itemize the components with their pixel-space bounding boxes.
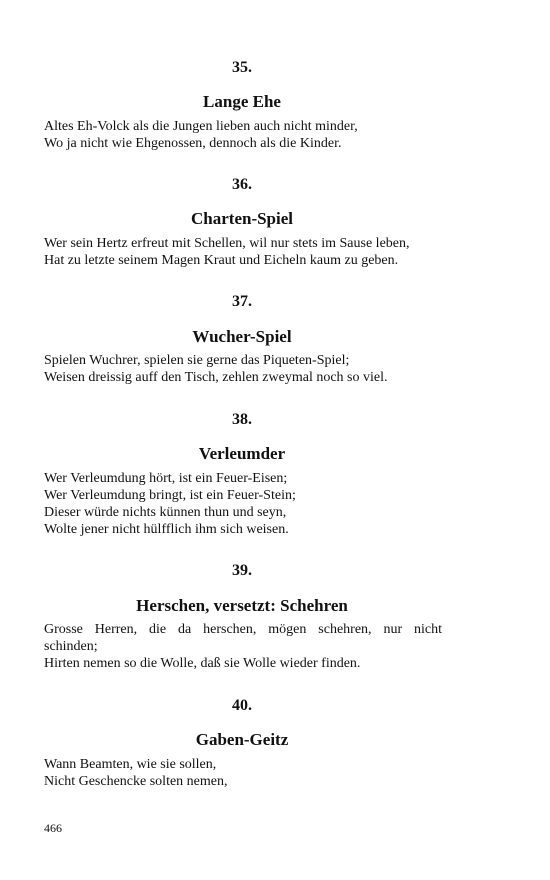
poem-number: 37. [232, 293, 252, 310]
poem-title: Wucher-Spiel [192, 327, 292, 346]
poem-verse [44, 470, 442, 538]
poem-title: Herschen, versetzt: Schehren [136, 596, 348, 615]
poem-number: 38. [232, 411, 252, 428]
verse-line: Wolte jener nicht hülfflich ihm sich weisen. [44, 522, 289, 537]
poem-title: Gaben-Geitz [195, 730, 289, 749]
verse-line: Wo ja nicht wie Ehgenossen, dennoch als die Kinder. [44, 136, 342, 151]
poem-number: 39. [232, 562, 252, 579]
verse-line: Hat zu letzte seinem Magen Kraut und Eicheln kaum zu geben. [44, 253, 399, 268]
poem-number: 36. [232, 176, 252, 193]
verse-line: Wer Verleumdung bringt, ist ein Feuer-Stein; [44, 488, 296, 503]
verse-line: Nicht Geschencke solten nemen, [44, 774, 228, 789]
verse-line: Wer Verleumdung hört, ist ein Feuer-Eisen; [44, 471, 288, 486]
poem-title: Charten-Spiel [191, 209, 293, 228]
verse-line: Wer sein Hertz erfreut mit Schellen, wil nur stets im Sause leben, [44, 236, 410, 251]
poem-title: Lange Ehe [203, 92, 281, 111]
poem-number: 35. [232, 59, 252, 76]
verse-line: Spielen Wuchrer, spielen sie gerne das Piqueten-Spiel; [44, 353, 350, 368]
poem-verse [44, 621, 442, 672]
page-number: 466 [44, 821, 62, 835]
verse-line: Altes Eh-Volck als die Jungen lieben auch nicht minder, [44, 119, 358, 134]
verse-line: Hirten nemen so die Wolle, daß sie Wolle wieder finden. [44, 656, 361, 671]
poem-verse [44, 756, 442, 790]
poem-number: 40. [232, 697, 252, 714]
verse-line: Wann Beamten, wie sie sollen, [44, 757, 217, 772]
poem-verse [44, 352, 442, 386]
poem-verse [44, 235, 442, 269]
verse-line: Grosse Herren, die da herschen, mögen schehren, nur nicht [44, 622, 442, 637]
poem-title: Verleumder [198, 444, 286, 463]
verse-line: Weisen dreissig auff den Tisch, zehlen zweymal noch so viel. [44, 370, 388, 385]
verse-line: schinden; [44, 639, 98, 654]
verse-line: Dieser würde nichts künnen thun und seyn, [44, 505, 287, 520]
poem-verse [44, 118, 442, 152]
